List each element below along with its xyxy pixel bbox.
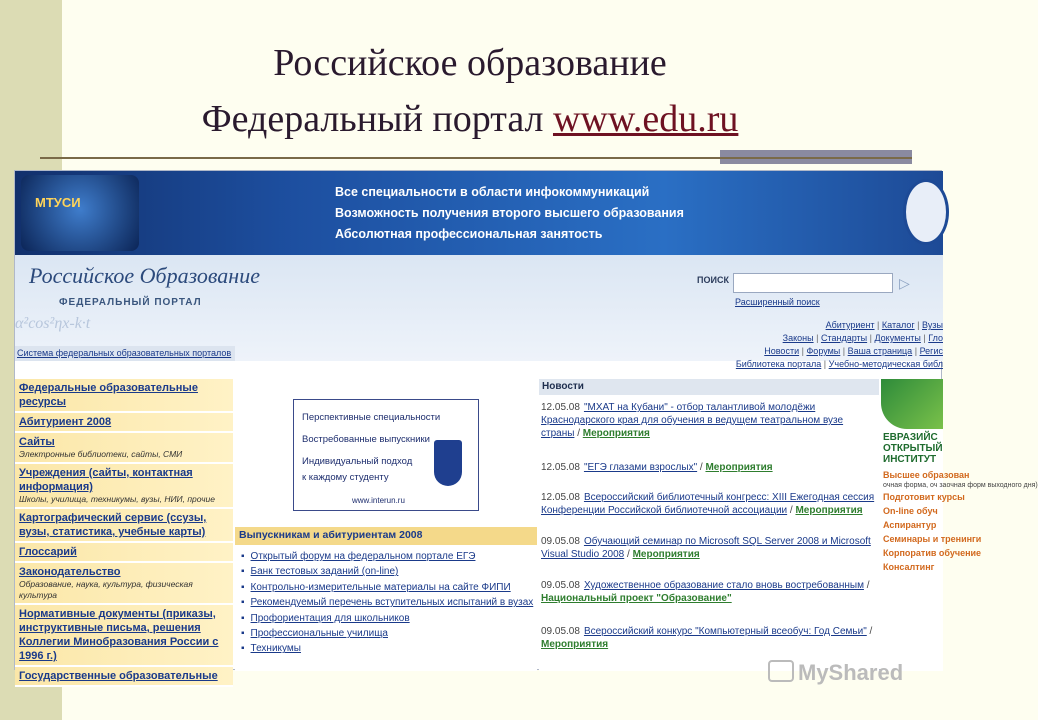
institute-name-line: ЕВРАЗИЙС [883, 432, 938, 443]
nav-item-sub: Образование, наука, культура, физическая культура [19, 579, 193, 600]
institute-name [881, 429, 943, 468]
search-label: ПОИСК [697, 275, 729, 285]
news-date: 09.05.08 [541, 580, 580, 591]
right-ad-item[interactable]: Аспирантур [883, 520, 937, 530]
graduates-link[interactable]: ▪ Открытый форум на федеральном портале ЕГЭ [241, 549, 533, 564]
nav-item-normative-docs[interactable] [15, 605, 233, 667]
portal-logo[interactable]: Российское Образование [29, 263, 260, 288]
promo-line: Востребованные выпускники [302, 434, 430, 445]
news-headline[interactable]: "ЕГЭ глазами взрослых" [583, 462, 698, 473]
graduates-link[interactable]: ▪ Техникумы [241, 641, 533, 656]
university-seal-icon [903, 179, 949, 245]
banner-line: Все специальности в области инфокоммуникаций [335, 185, 650, 199]
link-news[interactable]: Новости [764, 346, 800, 356]
nav-item-title: Нормативные документы (приказы, инструктивные письма, решения Коллегии Минобразования России с 1996 г.) [19, 608, 219, 662]
graduates-link[interactable]: ▪ Рекомендуемый перечень вступительных испытаний в вузах [241, 595, 533, 610]
left-navigation [15, 379, 233, 682]
link-catalog[interactable]: Каталог [881, 320, 915, 330]
nav-item-institutions[interactable] [15, 464, 233, 509]
nav-item-title: Абитуриент 2008 [19, 416, 112, 428]
news-category[interactable]: Мероприятия [582, 428, 650, 439]
news-item: 12.05.08 "МХАТ на Кубани" - отбор талантливой молодёжи Краснодарского края для обучения в ведущем театральном вузе страны / Мероприятия [541, 402, 844, 439]
news-column [539, 379, 879, 671]
nav-item-federal-resources[interactable] [15, 379, 233, 413]
promo-url: www.interun.ru [352, 496, 405, 505]
link-glossary-short[interactable]: Гло [928, 333, 943, 343]
link-abiturient[interactable]: Абитуриент [825, 320, 875, 330]
news-headline[interactable]: Обучающий семинар по Microsoft SQL Server 2008 и Microsoft Visual Studio 2008 [541, 536, 871, 560]
right-ad-item[interactable]: Подготовит курсы [883, 492, 965, 502]
institute-name-line: ИНСТИТУТ [883, 454, 937, 465]
nav-item-abiturient-2008[interactable] [15, 413, 233, 433]
nav-item-title: Государственные образовательные [19, 670, 218, 682]
graduates-link[interactable]: ▪ Контрольно-измерительные материалы на сайте ФИПИ [241, 580, 533, 595]
promo-banner[interactable] [293, 399, 479, 511]
right-ad-item-sub: очная форма, оч заочная форм выходного дня) [883, 482, 1038, 489]
nav-item-sites[interactable] [15, 433, 233, 464]
ad-banner[interactable] [15, 171, 943, 255]
news-item: 09.05.08 Обучающий семинар по Microsoft SQL Server 2008 и Microsoft Visual Studio 2008 / Мероприятия [541, 536, 871, 560]
news-header: Новости [539, 379, 879, 395]
nav-item-title: Федеральные образовательные ресурсы [19, 382, 198, 408]
portal-logo-subtitle: ФЕДЕРАЛЬНЫЙ ПОРТАЛ [59, 297, 202, 308]
title-rule [40, 157, 912, 159]
news-item: 09.05.08 Художественное образование стало вновь востребованным / Национальный проект "Образование" [541, 580, 870, 604]
link-library[interactable]: Библиотека портала [735, 359, 822, 369]
institute-name-line: ОТКРЫТЫЙ [883, 443, 943, 454]
header-formula-decoration: α²cos²ηx-k·t [15, 315, 91, 332]
news-category[interactable]: Национальный проект "Образование" [541, 593, 732, 604]
search-go-icon[interactable]: ▷ [899, 275, 910, 291]
right-ad-item[interactable]: Высшее образован [883, 470, 970, 480]
university-shield-icon [434, 440, 462, 486]
news-headline[interactable]: Всероссийский библиотечный конгресс: XIII Ежегодная сессия Конференции Российской библиотечной ассоциации [541, 492, 875, 516]
nav-item-title: Глоссарий [19, 546, 77, 558]
watermark-presentation-icon [768, 660, 794, 682]
news-date: 12.05.08 [541, 462, 580, 473]
news-item: 09.05.08 Всероссийский конкурс "Компьютерный всеобуч: Год Семьи" / Мероприятия [541, 626, 873, 650]
graduates-link[interactable]: ▪ Профессиональные училища [241, 626, 533, 641]
nav-item-cartography[interactable] [15, 509, 233, 543]
link-vuzy[interactable]: Вузы [922, 320, 943, 330]
link-your-page[interactable]: Ваша страница [847, 346, 913, 356]
eaoi-logo-icon [881, 379, 943, 429]
watermark [768, 660, 903, 686]
news-category[interactable]: Мероприятия [541, 639, 609, 650]
nav-item-glossary[interactable] [15, 543, 233, 563]
graduates-link[interactable]: ▪ Банк тестовых заданий (on-line) [241, 564, 533, 579]
search-input[interactable] [733, 273, 893, 293]
news-category[interactable]: Мероприятия [632, 549, 700, 560]
portal-header [15, 255, 943, 369]
news-headline[interactable]: "МХАТ на Кубани" - отбор талантливой молодёжи Краснодарского края для обучения в ведущем театральном вузе страны [541, 402, 844, 439]
news-item: 12.05.08 "ЕГЭ глазами взрослых" / Мероприятия [541, 462, 773, 473]
news-date: 09.05.08 [541, 626, 580, 637]
news-headline[interactable]: Художественное образование стало вновь востребованным [583, 580, 864, 591]
right-ad-item[interactable]: On-line обуч [883, 506, 938, 516]
slide-title-line1: Российское образование [273, 42, 667, 84]
right-ad-item[interactable]: Корпоратив обучение [883, 548, 982, 558]
link-standards[interactable]: Стандарты [820, 333, 868, 343]
right-ad-item[interactable]: Консалтинг [883, 562, 935, 572]
nav-item-sub: Школы, училища, техникумы, вузы, НИИ, прочие [19, 494, 215, 504]
news-date: 09.05.08 [541, 536, 580, 547]
news-date: 12.05.08 [541, 492, 580, 503]
banner-logo [21, 175, 139, 251]
top-links-row: Абитуриент | Каталог | Вузы [825, 320, 943, 330]
news-category[interactable]: Мероприятия [705, 462, 773, 473]
link-register[interactable]: Регис [919, 346, 943, 356]
nav-item-sub: Электронные библиотеки, сайты, СМИ [19, 449, 183, 459]
slide-title-prefix: Федеральный портал [201, 98, 553, 140]
graduates-link[interactable]: ▪ Профориентация для школьников [241, 611, 533, 626]
banner-line: Возможность получения второго высшего образования [335, 206, 684, 220]
nav-item-title: Учреждения (сайты, контактная информация) [19, 467, 193, 493]
graduates-section-header[interactable]: Выпускникам и абитуриентам 2008 [235, 527, 537, 545]
news-category[interactable]: Мероприятия [795, 505, 863, 516]
nav-item-title: Картографический сервис (ссузы, вузы, статистика, учебные карты) [19, 512, 207, 538]
graduates-list [241, 549, 533, 657]
promo-line: Перспективные специальности [302, 412, 441, 423]
news-headline[interactable]: Всероссийский конкурс "Компьютерный всеобуч: Год Семьи" [583, 626, 867, 637]
news-date: 12.05.08 [541, 402, 580, 413]
nav-item-legislation[interactable] [15, 563, 233, 605]
portal-system-link[interactable]: Система федеральных образовательных порталов [15, 346, 235, 361]
right-ad-column[interactable] [881, 379, 1038, 671]
top-links-row: Библиотека портала | Учебно-методическая библ [735, 359, 943, 369]
slide-title [80, 35, 860, 147]
link-forums[interactable]: Форумы [806, 346, 841, 356]
slide-title-line2 [80, 91, 860, 147]
banner-logo-text: МТУСИ [35, 195, 81, 210]
portal-link[interactable]: www.edu.ru [552, 98, 739, 140]
nav-item-title: Сайты [19, 436, 55, 448]
news-item: 12.05.08 Всероссийский библиотечный конгресс: XIII Ежегодная сессия Конференции Российской библиотечной ассоциации / Мероприятия [541, 492, 875, 516]
link-laws[interactable]: Законы [782, 333, 814, 343]
link-methodical-library[interactable]: Учебно-методическая библ [828, 359, 943, 369]
nav-item-state-education[interactable] [15, 667, 233, 687]
advanced-search-link[interactable]: Расширенный поиск [735, 297, 820, 307]
promo-line: Индивидуальный подход [302, 456, 413, 467]
nav-item-title: Законодательство [19, 566, 121, 578]
promo-line: к каждому студенту [302, 472, 389, 483]
top-links-row: Новости | Форумы | Ваша страница | Регис [764, 346, 943, 356]
watermark-text: MyShared [798, 660, 904, 685]
right-ad-item[interactable]: Семинары и тренинги [883, 534, 982, 544]
center-column [235, 379, 537, 671]
top-links [736, 319, 943, 371]
banner-line: Абсолютная профессиональная занятость [335, 227, 603, 241]
link-documents[interactable]: Документы [874, 333, 921, 343]
top-links-row: Законы | Стандарты | Документы | Гло [782, 333, 943, 343]
